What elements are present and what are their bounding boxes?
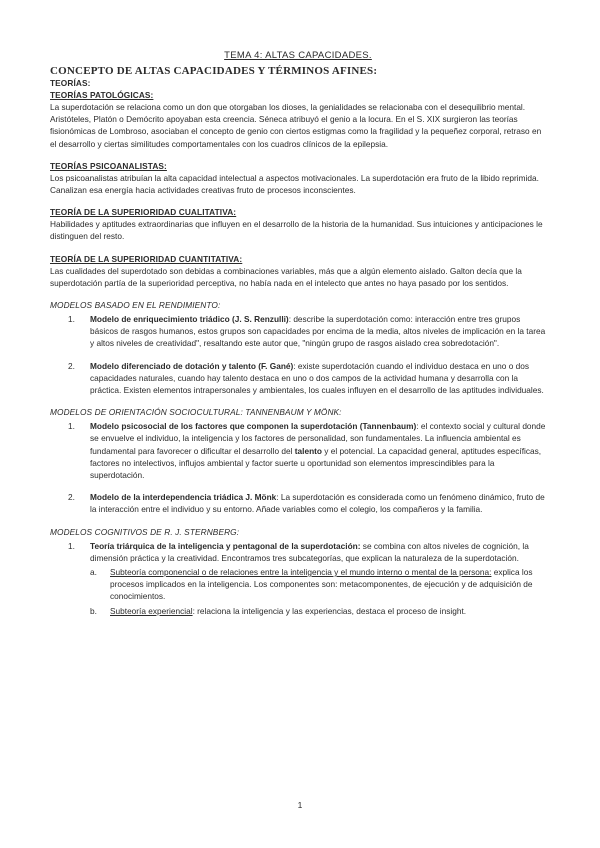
- item-title: Modelo psicosocial de los factores que componen la superdotación (Tannenbaum): [90, 421, 417, 432]
- item-number: 1.: [68, 540, 75, 551]
- section-label: MODELOS COGNITIVOS DE R. J. STERNBERG:: [50, 526, 240, 537]
- section-text: Habilidades y aptitudes extraordinarias que influyen en el desarrollo de la historia de la humanidad. Sus intuiciones y anticipaciones le distinguen del resto.: [50, 219, 543, 242]
- section-performance-models: [50, 299, 546, 396]
- section-quantitative: [50, 253, 546, 289]
- section-label: TEORÍAS PATOLÓGICAS:: [50, 90, 154, 100]
- item-number: 1.: [68, 421, 75, 432]
- item-title: Modelo de la interdependencia triádica J. Mönk: [90, 492, 277, 503]
- document-page: [50, 50, 546, 617]
- list-item: [50, 360, 546, 397]
- section-label: TEORÍAS PSICOANALISTAS:: [50, 160, 167, 171]
- section-label: TEORÍA DE LA SUPERIORIDAD CUANTITATIVA:: [50, 253, 243, 264]
- sub-item-text: : relaciona la inteligencia y las experiencias, destaca el proceso de insight.: [192, 605, 467, 616]
- section-text: La superdotación se relaciona como un don que otorgaban los dioses, la genialidades se relacionaba con el desequilibrio mental. Aristóteles, Platón o Demócrito apoyaban esta creencia. Séneca atribuyó el genio a la locura. En el S. XIX surgieron las teorías fisionómicas de Lombroso, asociaban el concepto de genio con ciertos estigmas como la fragilidad y la pequeñez corporal, retraso en el desarrollo y ciertas similitudes comportamentales con los cuadros clínicos de la epilepsia.: [50, 102, 542, 149]
- item-text: : el contexto social y cultural donde se envuelve el individuo, la inteligencia y los factores de personalidad, son fundamentales. La influencia ambiental es fundamental para favorecer o dificultar el desarrollo del: [90, 421, 546, 456]
- sub-item-title: Subteoría experiencial: [110, 605, 193, 616]
- page-number: 1: [297, 800, 303, 810]
- numbered-list: [50, 420, 546, 515]
- item-text: : describe la superdotación como: interacción entre tres grupos básicos de rasgos humanos, estos grupos son capacidades por encima de la media, altos niveles de implicación en la tarea y altos niveles de creatividad", resaltando este autor que, "ningún grupo de rasgos aislado crea sobredotación".: [90, 314, 546, 349]
- section-qualitative: [50, 206, 546, 242]
- section-label: MODELOS DE ORIENTACIÓN SOCIOCULTURAL: TANNENBAUM Y MÖNK:: [50, 407, 342, 418]
- sub-item-letter: a.: [90, 567, 97, 578]
- item-title: Modelo diferenciado de dotación y talento (F. Gané): [90, 360, 294, 371]
- section-pathological: [50, 89, 546, 150]
- sub-list-item: [50, 605, 546, 617]
- theories-label: TEORÍAS:: [50, 78, 91, 88]
- section-sociocultural-models: [50, 406, 546, 515]
- numbered-list: [50, 313, 546, 396]
- item-text: se combina con altos niveles de cognición, la dimensión práctica y la creatividad. Encontramos tres subcategorías, que explican la naturaleza de la superdotación.: [90, 540, 529, 563]
- sub-item-letter: b.: [90, 605, 97, 616]
- item-number: 2.: [68, 360, 75, 371]
- numbered-list: [50, 540, 546, 564]
- item-number: 1.: [68, 314, 75, 325]
- sub-item-text: explica los procesos implicados en la inteligencia. Los componentes son: metacomponentes, de ejecución y de adquisición de conocimientos.: [110, 567, 533, 602]
- item-number: 2.: [68, 492, 75, 503]
- section-text: Las cualidades del superdotado son debidas a combinaciones variables, más que a algún elemento aislado. Galton decía que la superdotación partía de la superioridad perceptiva, no había nada en el intelecto que antes no haya pasado por los sentidos.: [50, 265, 522, 288]
- list-item: [50, 420, 546, 481]
- section-label: MODELOS BASADO EN EL RENDIMIENTO:: [50, 300, 221, 311]
- list-item: [50, 313, 546, 350]
- item-bold-word: talento: [294, 445, 322, 456]
- topic-title: TEMA 4: ALTAS CAPACIDADES.: [224, 50, 372, 61]
- section-psychoanalytic: [50, 160, 546, 196]
- item-title: Teoría triárquica de la inteligencia y pentagonal de la superdotación:: [90, 540, 361, 551]
- list-item: [50, 540, 546, 564]
- item-text: y el potencial. La capacidad general, aptitudes específicas, factores no intelectivos, influjos ambiental y factor suerte u oportunidad son elementos imprescindibles para la superdotación.: [90, 445, 542, 481]
- item-title: Modelo de enriquecimiento triádico (J. S. Renzulli): [90, 314, 289, 325]
- sub-item-title: Subteoría componencial o de relaciones entre la inteligencia y el mundo interno o mental de la persona:: [110, 567, 492, 578]
- sub-list-item: [50, 566, 546, 603]
- section-cognitive-models: [50, 526, 546, 617]
- item-text: : existe superdotación cuando el individuo destaca en uno o dos capacidades naturales, cuando hay talento destaca en uno o dos campos de la actividad humana y desarrolla con la práctica. Existen elementos intrapersonales y ambientales, los cuales influyen en el desarrollo de las aptitudes individuales.: [90, 360, 544, 396]
- item-text: : La superdotación es considerada como un fenómeno dinámico, fruto de la interacción entre el individuo y su entorno. Añade variables como el colegio, los compañeros y la familia.: [90, 492, 545, 515]
- main-heading: CONCEPTO DE ALTAS CAPACIDADES Y TÉRMINOS AFINES:: [50, 65, 378, 77]
- section-text: Los psicoanalistas atribuían la alta capacidad intelectual a aspectos motivacionales. La superdotación era fruto de la libido reprimida. Canalizan esa energía hacia actividades creativas fruto de procesos inconscientes.: [50, 172, 539, 196]
- list-item: [50, 491, 546, 515]
- section-label: TEORÍA DE LA SUPERIORIDAD CUALITATIVA:: [50, 207, 237, 218]
